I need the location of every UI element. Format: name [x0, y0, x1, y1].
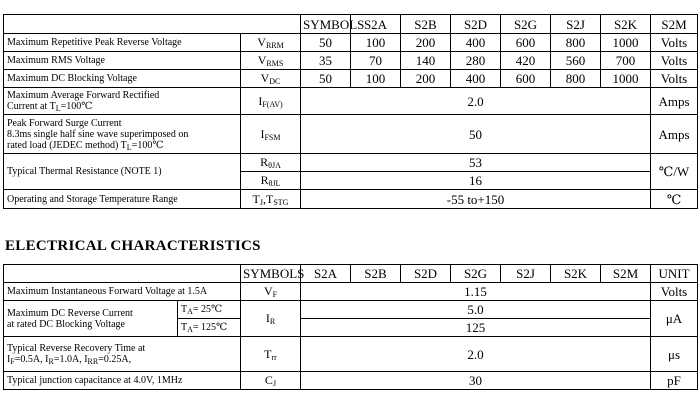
table-row: [4, 154, 698, 172]
value-cell: 200: [401, 34, 451, 52]
param-desc: Maximum DC Blocking Voltage: [4, 70, 241, 88]
unit-cell: Volts: [651, 34, 698, 52]
value-cell: 53: [301, 154, 651, 172]
table-row: [4, 88, 698, 115]
table-row: [4, 337, 698, 372]
value-cell: 800: [551, 70, 601, 88]
param-desc: Maximum Average Forward Rectified Current at $T_L=100℃$: [4, 88, 241, 115]
value-cell: 1.15: [301, 283, 651, 301]
header-s2m: S2M: [651, 15, 698, 34]
value-cell: 30: [301, 372, 651, 390]
param-desc: Typical Thermal Resistance (NOTE 1): [4, 154, 241, 190]
value-cell: 1000: [601, 70, 651, 88]
header-s2g: S2G: [501, 15, 551, 34]
table-row: [4, 190, 698, 209]
value-cell: 280: [451, 52, 501, 70]
unit-cell: ℃/W: [651, 154, 698, 190]
table-row: [4, 283, 698, 301]
electrical-characteristics-table: [3, 264, 698, 390]
param-symbol: $I_{F(AV)}$: [241, 88, 301, 115]
header-s2g: S2G: [451, 265, 501, 283]
header-symbols: SYMBOLS: [301, 15, 351, 34]
value-cell: 50: [301, 115, 651, 154]
header-s2a: S2A: [301, 265, 351, 283]
value-cell: 140: [401, 52, 451, 70]
header-s2j: S2J: [551, 15, 601, 34]
header-s2d: S2D: [401, 265, 451, 283]
unit-cell: Volts: [651, 70, 698, 88]
header-row: [4, 265, 698, 283]
param-symbol: $R_{\theta JA}$: [241, 154, 301, 172]
value-cell: -55 to+150: [301, 190, 651, 209]
param-symbol: $I_{FSM}$: [241, 115, 301, 154]
value-cell: 35: [301, 52, 351, 70]
unit-cell: Amps: [651, 115, 698, 154]
table-row: [4, 34, 698, 52]
param-symbol: $T_J,T_{STG}$: [241, 190, 301, 209]
header-blank: [4, 265, 241, 283]
table-row: [4, 301, 698, 319]
param-symbol: $C_J$: [241, 372, 301, 390]
header-s2k: S2K: [551, 265, 601, 283]
condition-cell: $T_A=$ 25℃: [178, 301, 241, 319]
value-cell: 50: [301, 70, 351, 88]
header-s2b: S2B: [401, 15, 451, 34]
value-cell: 700: [601, 52, 651, 70]
table-row: [4, 372, 698, 390]
header-s2b: S2B: [351, 265, 401, 283]
value-cell: 200: [401, 70, 451, 88]
header-s2a: S2A: [351, 15, 401, 34]
param-desc: Maximum DC Reverse Current at rated DC Blocking Voltage: [4, 301, 178, 337]
value-cell: 70: [351, 52, 401, 70]
header-s2j: S2J: [501, 265, 551, 283]
param-desc: Maximum RMS Voltage: [4, 52, 241, 70]
value-cell: 1000: [601, 34, 651, 52]
header-row: [4, 15, 698, 34]
header-unit: UNIT: [651, 265, 698, 283]
value-cell: 50: [301, 34, 351, 52]
param-symbol: $V_F$: [241, 283, 301, 301]
value-cell: 400: [451, 34, 501, 52]
param-desc: Typical junction capacitance at 4.0V, 1MHz: [4, 372, 241, 390]
value-cell: 16: [301, 172, 651, 190]
maximum-ratings-table: [3, 14, 698, 209]
param-symbol: $I_R$: [241, 301, 301, 337]
table-row: [4, 70, 698, 88]
param-symbol: $V_{RRM}$: [241, 34, 301, 52]
unit-cell: μs: [651, 337, 698, 372]
value-cell: 600: [501, 70, 551, 88]
value-cell: 420: [501, 52, 551, 70]
unit-cell: ℃: [651, 190, 698, 209]
value-cell: 2.0: [301, 88, 651, 115]
unit-cell: pF: [651, 372, 698, 390]
unit-cell: Amps: [651, 88, 698, 115]
unit-cell: μA: [651, 301, 698, 337]
section-title: ELECTRICAL CHARACTERISTICS: [5, 238, 261, 254]
unit-cell: Volts: [651, 52, 698, 70]
param-desc: Typical Reverse Recovery Time at $I_F=0.5A$, $I_R=1.0A$, $I_{RR}=0.25A$,: [4, 337, 241, 372]
param-symbol: $R_{\theta JL}$: [241, 172, 301, 190]
value-cell: 2.0: [301, 337, 651, 372]
header-s2m: S2M: [601, 265, 651, 283]
value-cell: 100: [351, 34, 401, 52]
param-symbol: $V_{RMS}$: [241, 52, 301, 70]
value-cell: 560: [551, 52, 601, 70]
header-s2d: S2D: [451, 15, 501, 34]
unit-cell: Volts: [651, 283, 698, 301]
param-desc: Peak Forward Surge Current 8.3ms single half sine wave superimposed on rated load (JEDEC method) $T_L=100℃$: [4, 115, 241, 154]
value-cell: 400: [451, 70, 501, 88]
param-symbol: $V_{DC}$: [241, 70, 301, 88]
header-symbols: SYMBOLS: [241, 265, 301, 283]
value-cell: 800: [551, 34, 601, 52]
header-blank: [4, 15, 301, 34]
value-cell: 100: [351, 70, 401, 88]
value-cell: 125: [301, 319, 651, 337]
value-cell: 600: [501, 34, 551, 52]
header-s2k: S2K: [601, 15, 651, 34]
param-desc: Maximum Repetitive Peak Reverse Voltage: [4, 34, 241, 52]
param-symbol: $T_{rr}$: [241, 337, 301, 372]
table-row: [4, 115, 698, 154]
table-row: [4, 52, 698, 70]
value-cell: 5.0: [301, 301, 651, 319]
param-desc: Operating and Storage Temperature Range: [4, 190, 241, 209]
condition-cell: $T_A=$ 125℃: [178, 319, 241, 337]
param-desc: Maximum Instantaneous Forward Voltage at 1.5A: [4, 283, 241, 301]
